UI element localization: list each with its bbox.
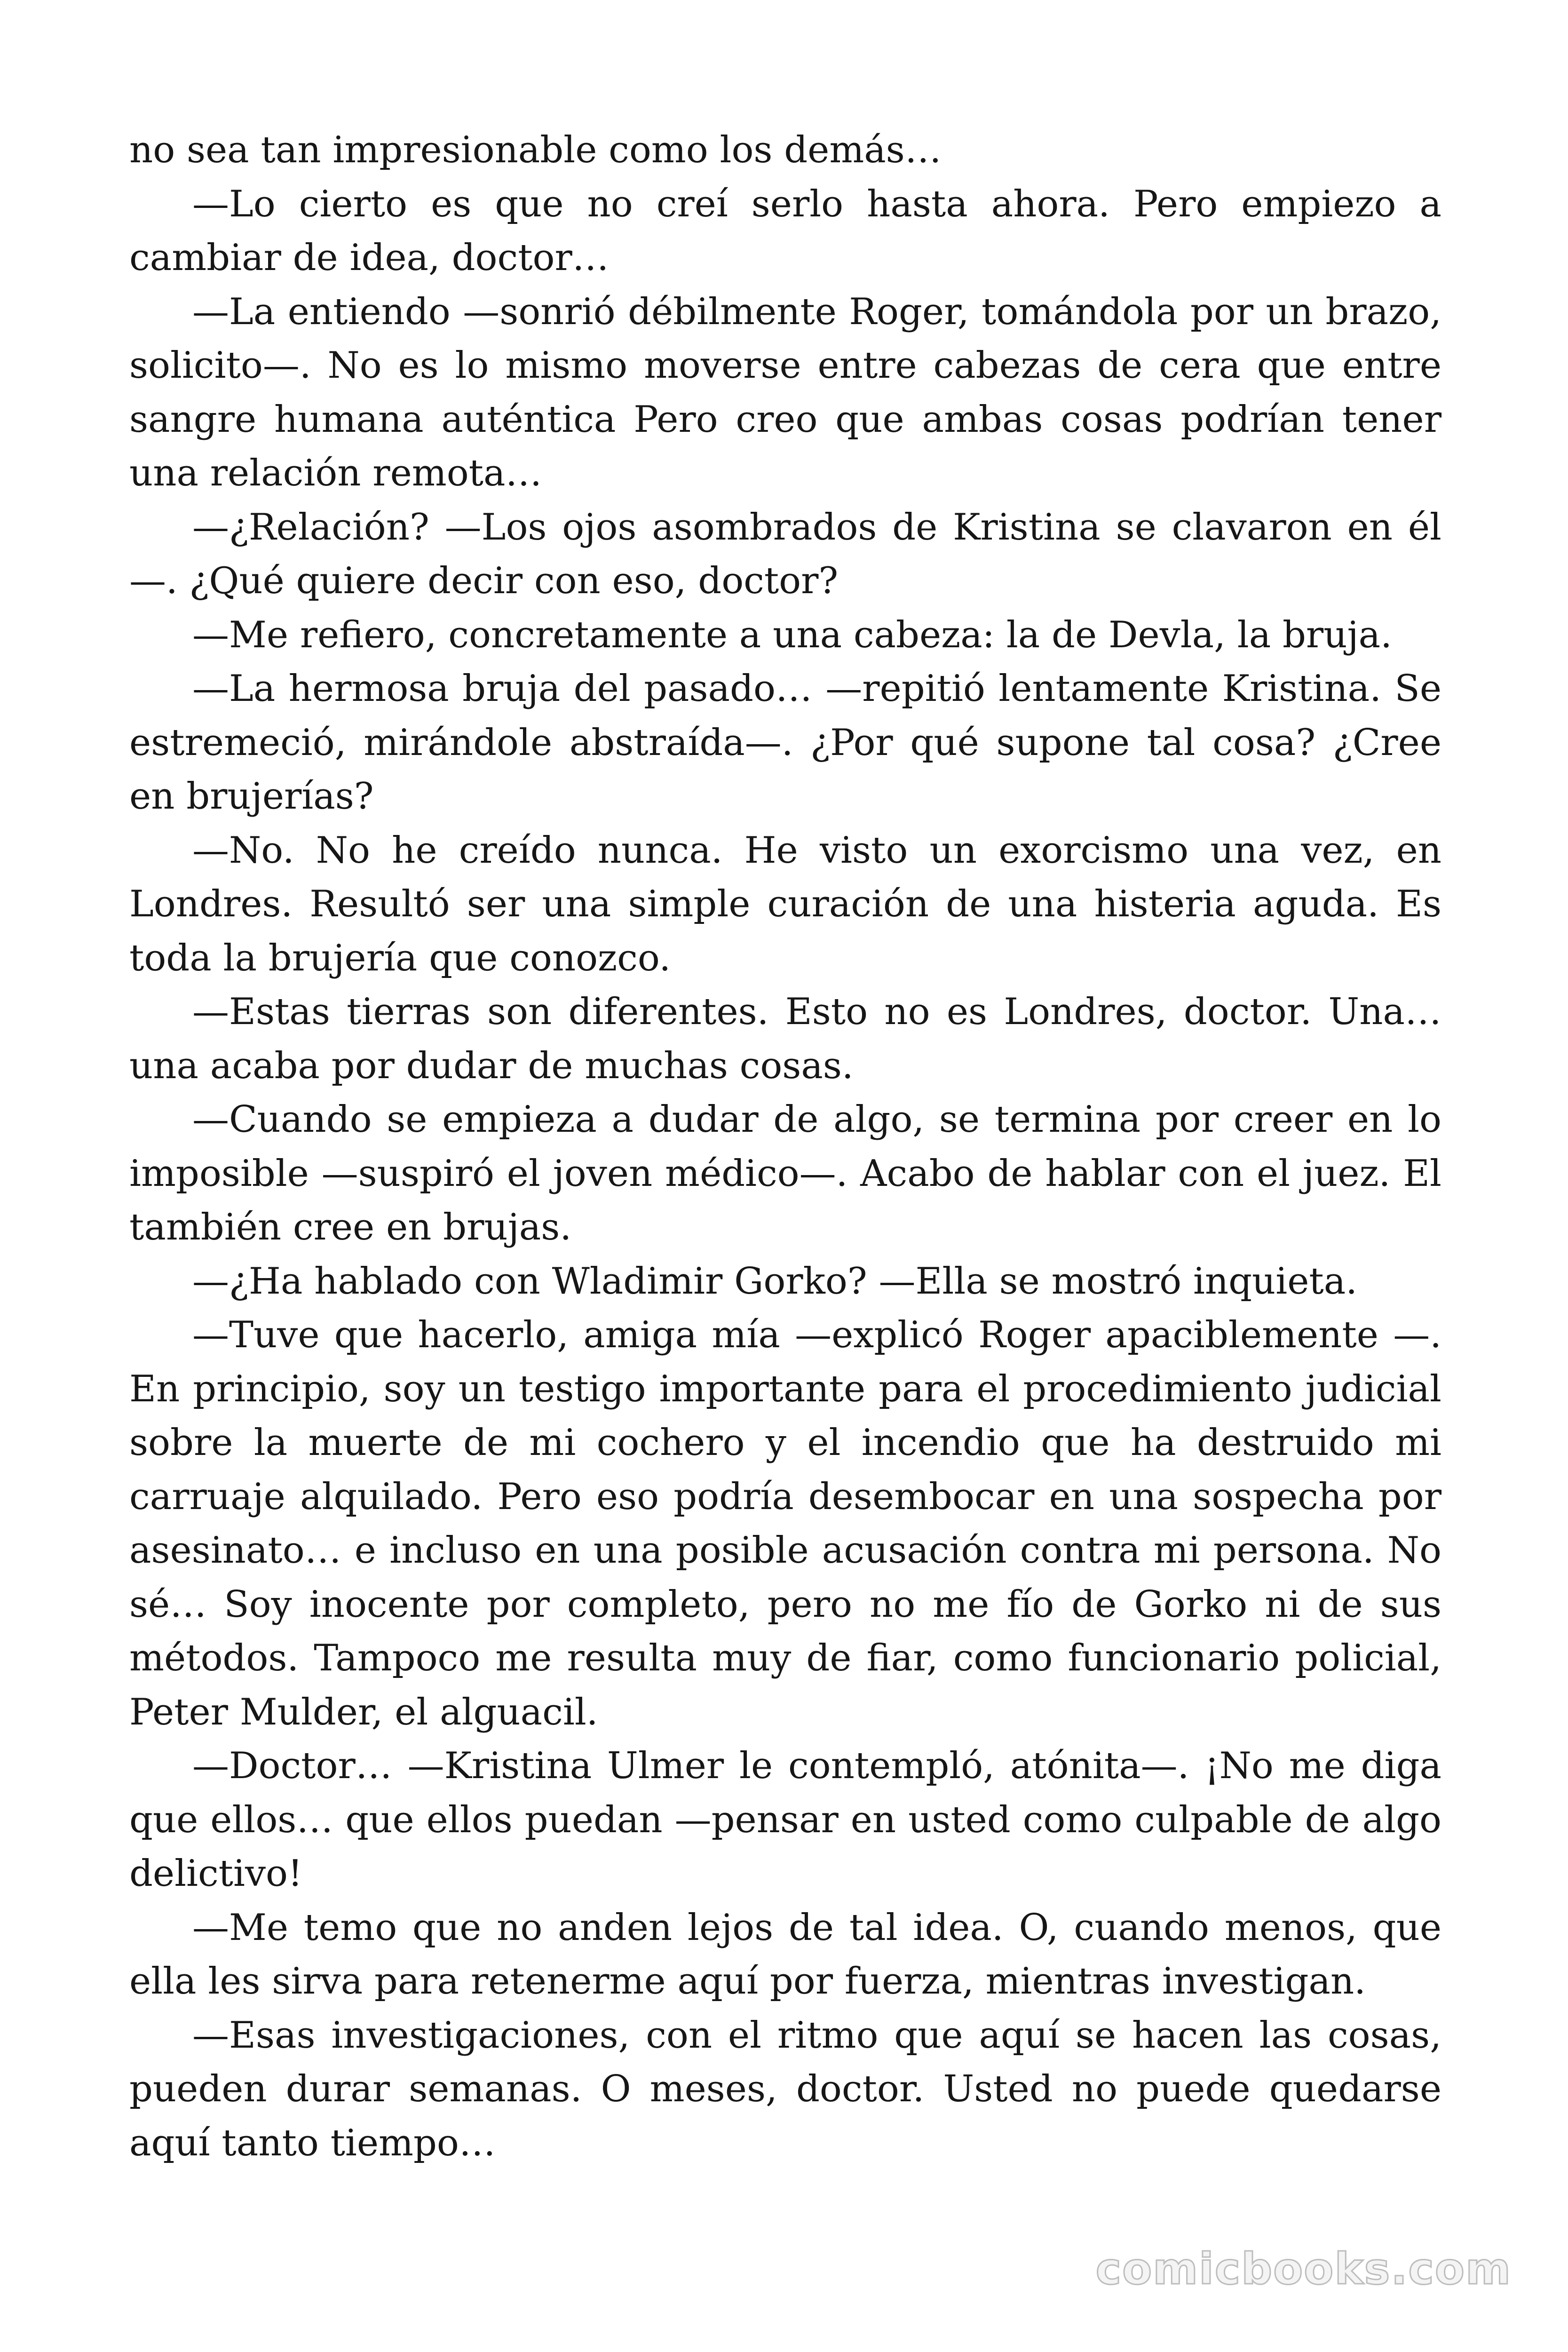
paragraph-dialogue: —La hermosa bruja del pasado… —repitió lentamente Kristina. Se estremeció, mirándole abstraída—. ¿Por qué supone tal cosa? ¿Cree en brujerías?	[129, 667, 1441, 818]
paragraph-dialogue: —Esas investigaciones, con el ritmo que aquí se hacen las cosas, pueden durar semanas. O meses, doctor. Usted no puede quedarse aquí tanto tiempo…	[129, 2014, 1441, 2164]
paragraph-dialogue: —Tuve que hacerlo, amiga mía —explicó Roger apaciblemente —. En principio, soy un testigo importante para el procedimiento judicial sobre la muerte de mi cochero y el incendio que ha destruido mi carruaje alquilado. Pero eso podría desembocar en una sospecha por asesinato… e incluso en una posible acusación contra mi persona. No sé… Soy inocente por completo, pero no me fío de Gorko ni de sus métodos. Tampoco me resulta muy de fiar, como funcionario policial, Peter Mulder, el alguacil.	[129, 1314, 1441, 1733]
paragraph-dialogue: —Estas tierras son diferentes. Esto no es Londres, doctor. Una… una acaba por dudar de muchas cosas.	[129, 991, 1441, 1087]
paragraph-dialogue: —La entiendo —sonrió débilmente Roger, tomándola por un brazo, solicito—. No es lo mismo moverse entre cabezas de cera que entre sangre humana auténtica Pero creo que ambas cosas podrían tener una relación remota…	[129, 290, 1441, 494]
watermark-logo: comicbooks.com	[1095, 2244, 1512, 2294]
paragraph-dialogue: —Cuando se empieza a dudar de algo, se termina por creer en lo imposible —suspiró el joven médico—. Acabo de hablar con el juez. El también cree en brujas.	[129, 1098, 1441, 1248]
paragraph-dialogue: —Me temo que no anden lejos de tal idea. O, cuando menos, que ella les sirva para retenerme aquí por fuerza, mientras investigan.	[129, 1906, 1441, 2002]
page-body	[129, 123, 1441, 2170]
paragraph-dialogue: —No. No he creído nunca. He visto un exorcismo una vez, en Londres. Resultó ser una simple curación de una histeria aguda. Es toda la brujería que conozco.	[129, 829, 1441, 979]
paragraph-dialogue: —¿Relación? —Los ojos asombrados de Kristina se clavaron en él—. ¿Qué quiere decir con eso, doctor?	[129, 506, 1441, 602]
paragraph-continuation: no sea tan impresionable como los demás…	[129, 129, 942, 171]
paragraph-dialogue: —Lo cierto es que no creí serlo hasta ahora. Pero empiezo a cambiar de idea, doctor…	[129, 183, 1441, 279]
paragraph-dialogue: —Me refiero, concretamente a una cabeza: la de Devla, la bruja.	[192, 613, 1392, 656]
paragraph-dialogue: —¿Ha hablado con Wladimir Gorko? —Ella se mostró inquieta.	[192, 1260, 1358, 1303]
paragraph-dialogue: —Doctor… —Kristina Ulmer le contempló, atónita—. ¡No me diga que ellos… que ellos puedan —pensar en usted como culpable de algo delictivo!	[129, 1745, 1441, 1895]
